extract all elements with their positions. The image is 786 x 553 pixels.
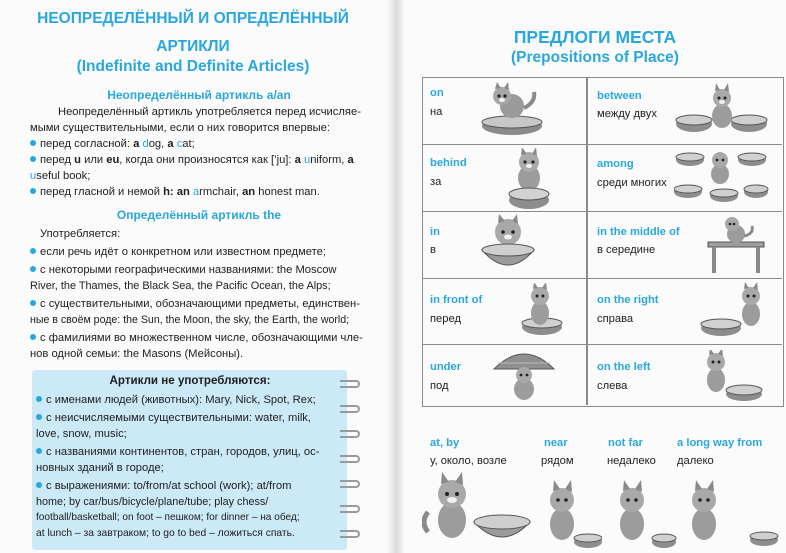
indef-bullet-vowel: перед гласной и немой h: an armchair, an honest man.: [30, 184, 368, 200]
def-bullet-geography: с некоторыми географическими названиями: the Moscow: [30, 262, 368, 278]
def-bullet-family-cont: нов одной семьи: the Masons (Мейсоны).: [30, 348, 244, 360]
page-title-english: (Indefinite and Definite Articles): [76, 58, 310, 75]
def-bullet-unique: с существительными, обозначающими предметы, единствен-: [30, 296, 368, 312]
prep-en-at-by: at, by: [430, 437, 460, 449]
cat-under-bowl-icon: [488, 345, 560, 407]
prep-ru-not-far: недалеко: [607, 455, 656, 467]
prep-en-among: among: [597, 158, 634, 170]
bullet-icon: [30, 334, 36, 340]
cat-not-far-from-bowl-icon: [612, 478, 678, 553]
note-bullet-expressions: с выражениями: to/from/at school (work); at/from: [36, 478, 339, 494]
prep-en-in-front-of: in front of: [430, 294, 483, 306]
cat-behind-bowl-icon: [499, 148, 559, 212]
spiral-ring-icon: [340, 505, 360, 513]
indef-bullet-consonant: перед согласной: a dog, a cat;: [30, 136, 368, 152]
cat-among-bowls-icon: [674, 148, 769, 208]
prep-en-behind: behind: [430, 157, 467, 169]
prep-en-on-the-left: on the left: [597, 361, 651, 373]
note-bullet-places: с названиями континентов, стран, городов, улиц, ос-: [36, 444, 339, 460]
prep-en-a-long-way-from: a long way from: [677, 437, 763, 449]
def-bullet-family: с фамилиями во множественном числе, обозначающими чле-: [30, 330, 368, 346]
table-row-divider: [423, 344, 782, 345]
note-title: Артикли не употребляются:: [109, 374, 271, 387]
cat-between-bowls-icon: [674, 80, 769, 140]
prep-ru-in-front-of: перед: [430, 313, 462, 325]
indef-bullet-u-eu: перед u или eu, когда они произносятся как [’ju]: a uniform, a: [30, 152, 368, 168]
table-divider: [586, 78, 588, 405]
book-gutter: [386, 0, 404, 553]
prep-en-not-far: not far: [608, 437, 643, 449]
def-bullet-unique-cont: ные в своём роде: the Sun, the Moon, the sky, the Earth, the world;: [30, 314, 350, 326]
cat-left-of-bowl-icon: [700, 350, 764, 406]
note-bullet-expressions-cont1: home; by car/bus/bicycle/plane/tube; play chess/: [36, 496, 269, 508]
cat-on-bowl-icon: [478, 80, 548, 140]
prep-en-on-the-right: on the right: [597, 294, 659, 306]
prep-ru-on: на: [430, 106, 443, 118]
prep-ru-near: рядом: [541, 455, 574, 467]
note-bullet-uncountable-cont: love, snow, music;: [36, 428, 127, 440]
prep-ru-at-by: у, около, возле: [430, 455, 507, 467]
spiral-ring-icon: [340, 430, 360, 438]
table-row-divider: [423, 211, 782, 212]
table-row-divider: [423, 278, 782, 279]
def-bullet-specific: если речь идёт о конкретном или известном предмете;: [30, 244, 368, 260]
bullet-icon: [30, 266, 36, 272]
prep-en-near: near: [544, 437, 568, 449]
def-intro: Употребляется:: [40, 228, 121, 240]
indef-intro-line1: Неопределённый артикль употребляется перед исчисляе-: [58, 106, 361, 118]
prep-ru-under: под: [430, 380, 449, 392]
spiral-ring-icon: [340, 380, 360, 388]
prep-ru-on-the-right: справа: [597, 313, 634, 325]
bullet-icon: [36, 482, 42, 488]
bullet-icon: [30, 300, 36, 306]
table-row-divider: [423, 144, 782, 145]
indef-bullet-u-eu-cont: useful book;: [30, 170, 91, 182]
prep-ru-in: в: [430, 244, 436, 256]
page-title-line1: НЕОПРЕДЕЛЁННЫЙ И ОПРЕДЕЛЁННЫЙ: [37, 10, 349, 27]
prep-en-under: under: [430, 361, 462, 373]
bullet-icon: [30, 248, 36, 254]
def-bullet-geography-cont: River, the Thames, the Black Sea, the Pacific Ocean, the Alps;: [30, 280, 331, 292]
bullet-icon: [36, 448, 42, 454]
cat-near-bowl-icon: [540, 478, 602, 553]
page-title-prepositions: ПРЕДЛОГИ МЕСТА: [513, 27, 677, 47]
bullet-icon: [36, 396, 42, 402]
prep-en-in: in: [430, 226, 440, 238]
cat-far-from-bowl-icon: [682, 478, 782, 553]
spiral-ring-icon: [340, 405, 360, 413]
spiral-ring-icon: [340, 480, 360, 488]
indefinite-article-heading: Неопределённый артикль a/an: [107, 88, 291, 102]
bullet-icon: [36, 414, 42, 420]
prep-ru-a-long-way-from: далеко: [677, 455, 714, 467]
note-bullet-uncountable: с неисчисляемыми существительными: water, milk,: [36, 410, 339, 426]
bullet-icon: [30, 140, 36, 146]
note-bullet-names: с именами людей (животных): Mary, Nick, Spot, Rex;: [36, 392, 339, 408]
page-title-prepositions-english: (Prepositions of Place): [511, 49, 679, 66]
prep-en-on: on: [430, 87, 444, 99]
right-page: [404, 0, 786, 553]
spiral-ring-icon: [340, 455, 360, 463]
definite-article-heading: Определённый артикль the: [116, 208, 282, 222]
bullet-icon: [30, 156, 36, 162]
prep-ru-in-the-middle-of: в середине: [597, 244, 656, 256]
indef-intro-line2: мыми существительными, если о них говорится впервые:: [30, 122, 331, 134]
prep-ru-on-the-left: слева: [597, 380, 628, 392]
note-bullet-places-cont: новных зданий в городе;: [36, 462, 164, 474]
cat-at-bowl-icon: [422, 472, 542, 552]
cat-in-bowl-icon: [478, 214, 538, 276]
spiral-ring-icon: [340, 530, 360, 538]
left-page: [0, 0, 386, 553]
cat-in-front-of-bowl-icon: [516, 283, 564, 343]
prep-en-between: between: [597, 90, 642, 102]
prep-ru-behind: за: [430, 176, 442, 188]
page-title-line2: АРТИКЛИ: [156, 38, 230, 55]
prep-ru-among: среди многих: [597, 177, 667, 189]
cat-right-of-bowl-icon: [699, 282, 767, 342]
note-bullet-expressions-cont2: football/basketball; on foot – пешком; for dinner – на обед;: [36, 512, 300, 523]
prep-en-in-the-middle-of: in the middle of: [597, 226, 680, 238]
prep-ru-between: между двух: [597, 108, 657, 120]
bullet-icon: [30, 188, 36, 194]
note-bullet-expressions-cont3: at lunch – за завтраком; to go to bed – ложиться спать.: [36, 528, 295, 539]
cat-on-table-icon: [704, 214, 766, 276]
